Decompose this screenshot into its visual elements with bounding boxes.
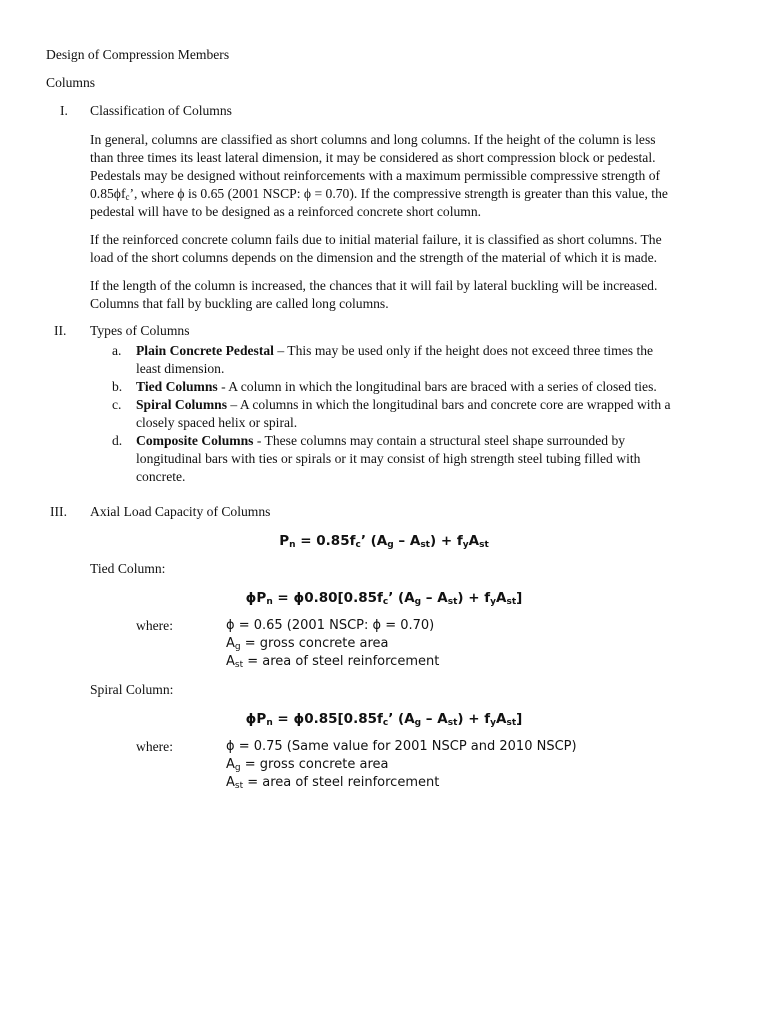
section-numeral: II. — [54, 323, 67, 338]
subheading-tied-column: Tied Column: — [90, 561, 166, 576]
formula-inline: 0.85ϕf — [90, 186, 126, 201]
list-item-line: closely spaced helix or spiral. — [136, 415, 298, 430]
where-label: where: — [136, 739, 173, 754]
paragraph-line: than three times its least lateral dimension, it may be considered as short compression block or pedestal. — [90, 150, 656, 165]
list-item-line: Tied Columns - A column in which the longitudinal bars are braced with a series of closed ties. — [136, 379, 657, 394]
list-term: Composite Columns — [136, 433, 254, 448]
subheading-spiral-column: Spiral Column: — [90, 682, 174, 697]
list-item-line: Spiral Columns – A columns in which the longitudinal bars and concrete core are wrapped with a — [136, 397, 671, 412]
section-heading: Classification of Columns — [90, 103, 232, 118]
paragraph-line: Pedestals may be designed without reinforcements with a maximum permissible compressive strength of — [90, 168, 661, 183]
paragraph-line: If the length of the column is increased, the chances that it will fail by lateral buckling will be increased. — [90, 278, 658, 293]
list-letter: a. — [112, 343, 122, 358]
section-subtitle: Columns — [46, 75, 96, 90]
paragraph-line: pedestal will have to be designed as a reinforced concrete short column. — [90, 204, 482, 219]
list-letter: b. — [112, 379, 123, 394]
paragraph-line: load of the short columns depends on the dimension and the strength of the material of which it is made. — [90, 250, 658, 265]
ast-definition: $A_{st}$ = area of steel reinforcement — [226, 775, 440, 791]
paragraph-line: If the reinforced concrete column fails due to initial material failure, it is classified as short columns. The — [90, 232, 662, 247]
list-term: Spiral Columns — [136, 397, 228, 412]
list-item-line: Composite Columns - These columns may contain a structural steel shape surrounded by — [136, 433, 626, 448]
where-label: where: — [136, 618, 173, 633]
section-numeral: I. — [60, 103, 68, 118]
phi-definition: ϕ = 0.75 (Same value for 2001 NSCP and 2010 NSCP) — [226, 739, 577, 754]
section-heading: Types of Columns — [90, 323, 190, 338]
list-item-line: Plain Concrete Pedestal – This may be used only if the height does not exceed three times the — [136, 343, 654, 358]
ag-definition: $A_g$ = gross concrete area — [226, 757, 389, 773]
list-item-line: longitudinal bars with ties or spirals or it may consist of high strength steel tubing filled with — [136, 451, 641, 466]
list-letter: c. — [112, 397, 122, 412]
section-numeral: III. — [50, 504, 67, 519]
list-term: Plain Concrete Pedestal — [136, 343, 274, 358]
list-item-line: concrete. — [136, 469, 186, 484]
section-heading: Axial Load Capacity of Columns — [90, 504, 271, 519]
document-title: Design of Compression Members — [46, 47, 230, 62]
paragraph-line: Columns that fall by buckling are called long columns. — [90, 296, 389, 311]
spiral-column-formula: $\phi P_n = \phi 0.85[0.85f_c$’ $(A_g - A_{st}) + f_yA_{st}$] — [245, 711, 523, 728]
paragraph-line: $0.85\phi f_c$’, where ϕ is 0.65 (2001 NSCP: ϕ = 0.70). If the compressive strength is greater than this value, the — [90, 186, 668, 202]
list-letter: d. — [112, 433, 123, 448]
list-item-line: least dimension. — [136, 361, 225, 376]
tied-column-formula: $\phi P_n = \phi 0.80[0.85f_c$’ $(A_g - A_{st}) + f_yA_{st}$] — [245, 590, 523, 607]
list-term: Tied Columns — [136, 379, 218, 394]
paragraph-line: In general, columns are classified as short columns and long columns. If the height of the column is less — [90, 132, 656, 147]
ag-definition: $A_g$ = gross concrete area — [226, 636, 389, 652]
formula-inline-rest: ’, where ϕ is 0.65 (2001 NSCP: ϕ = 0.70). If the compressive strength is greater than this value, the — [129, 186, 668, 201]
axial-load-formula: $P_n = 0.85f_c$’ $(A_g - A_{st}) + f_yA_{st}$ — [279, 533, 489, 550]
ast-definition: $A_{st}$ = area of steel reinforcement — [226, 654, 440, 670]
phi-definition: ϕ = 0.65 (2001 NSCP: ϕ = 0.70) — [226, 618, 435, 633]
